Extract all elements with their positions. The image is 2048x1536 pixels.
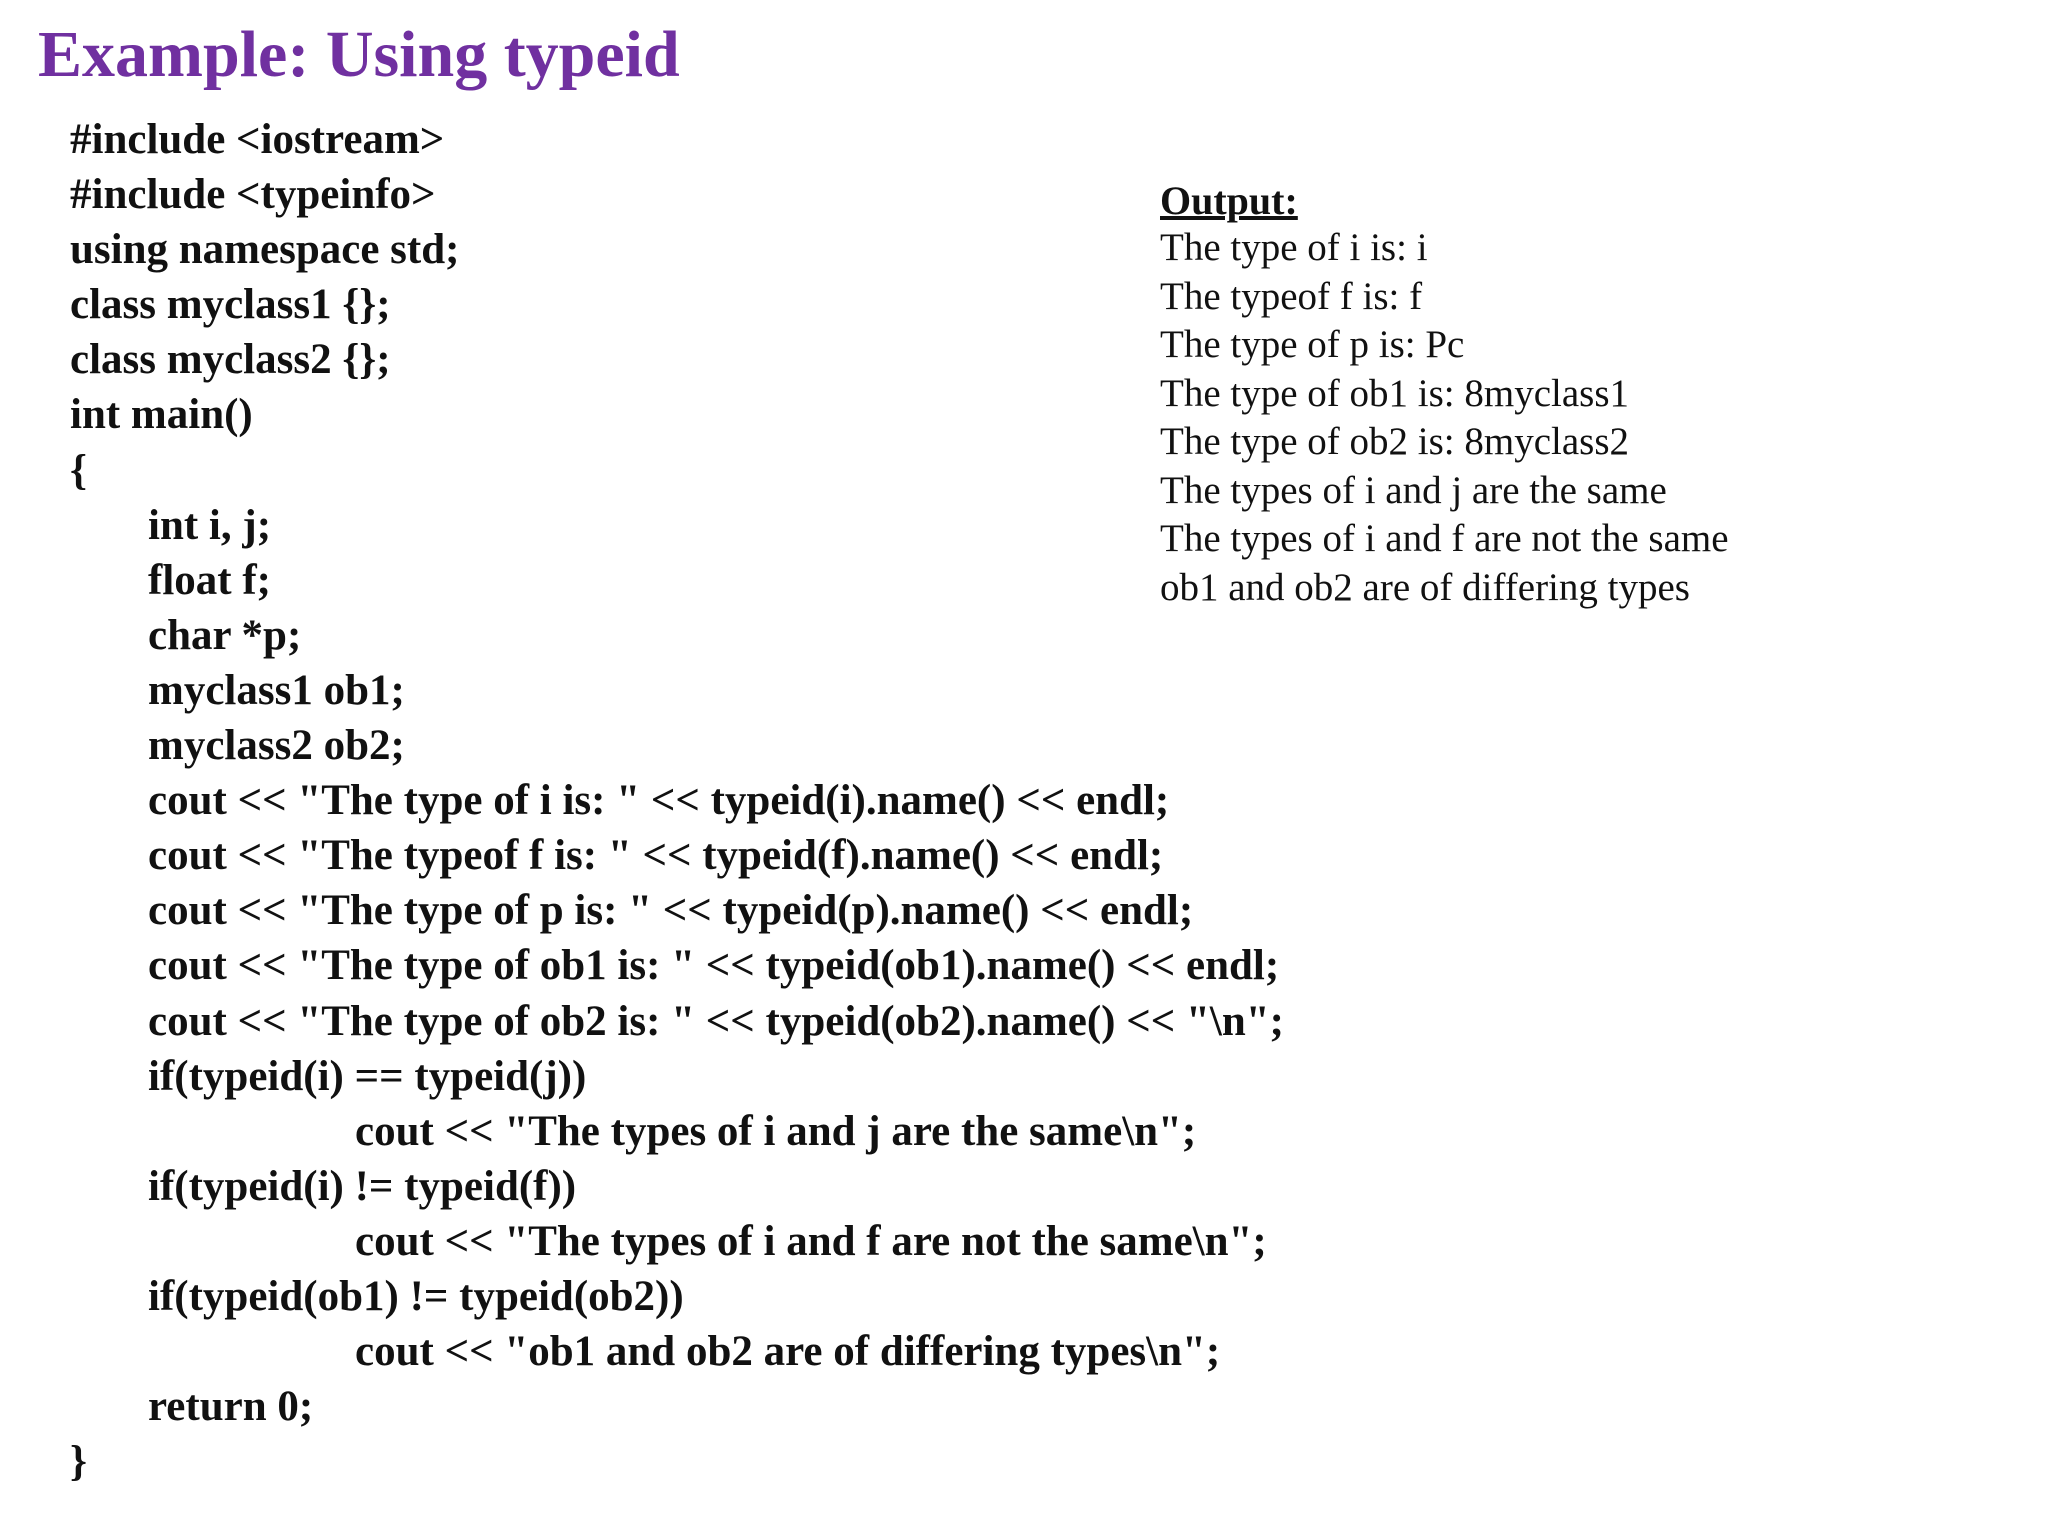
- code-line-class-myclass1: class myclass1 {};: [70, 281, 391, 329]
- output-line: The type of i is: i: [1160, 226, 1428, 269]
- code-line-declare-p: char *p;: [148, 611, 302, 659]
- output-line: The types of i and j are the same: [1160, 468, 1667, 512]
- code-line-using-namespace: using namespace std;: [70, 226, 460, 274]
- code-line-declare-ob1: myclass1 ob1;: [148, 666, 405, 714]
- code-line-return: return 0;: [148, 1383, 314, 1431]
- code-line-cout-not-same: cout << "The types of i and f are not the same\n";: [355, 1217, 1267, 1265]
- code-line-open-brace: {: [70, 446, 87, 494]
- code-line-class-myclass2: class myclass2 {};: [70, 336, 391, 384]
- code-line-if-i-not-f: if(typeid(i) != typeid(f)): [148, 1162, 577, 1210]
- code-line-cout-i: cout << "The type of i is: " << typeid(i).name() << endl;: [148, 777, 1170, 825]
- code-line-cout-ob1: cout << "The type of ob1 is: " << typeid(ob1).name() << endl;: [148, 942, 1280, 990]
- code-line-declare-ij: int i, j;: [148, 501, 272, 549]
- output-line: ob1 and ob2 are of differing types: [1160, 565, 1690, 609]
- code-line-declare-f: float f;: [148, 556, 271, 604]
- code-line-if-i-equals-j: if(typeid(i) == typeid(j)): [148, 1052, 587, 1100]
- code-line-cout-same: cout << "The types of i and j are the same\n";: [355, 1107, 1197, 1155]
- code-line-declare-ob2: myclass2 ob2;: [148, 722, 405, 770]
- output-line: The type of ob1 is: 8myclass1: [1160, 371, 1630, 415]
- slide-title: Example: Using typeid: [38, 18, 680, 91]
- code-line-cout-differing: cout << "ob1 and ob2 are of differing types\n";: [355, 1328, 1221, 1376]
- output-line: The typeof f is: f: [1160, 274, 1423, 318]
- code-line-close-brace: }: [70, 1438, 87, 1486]
- code-line-include-typeinfo: #include <typeinfo>: [70, 171, 436, 219]
- output-heading: Output:: [1160, 178, 1298, 223]
- code-line-cout-p: cout << "The type of p is: " << typeid(p).name() << endl;: [148, 887, 1194, 935]
- code-line-cout-ob2: cout << "The type of ob2 is: " << typeid(ob2).name() << "\n";: [148, 997, 1284, 1045]
- code-line-cout-f: cout << "The typeof f is: " << typeid(f).name() << endl;: [148, 832, 1164, 880]
- code-line-include-iostream: #include <iostream>: [70, 116, 445, 163]
- output-line: The types of i and f are not the same: [1160, 517, 1729, 560]
- output-line: The type of p is: Pc: [1160, 323, 1465, 366]
- output-line: The type of ob2 is: 8myclass2: [1160, 420, 1630, 463]
- program-output: [1160, 176, 2000, 612]
- code-line-if-ob1-not-ob2: if(typeid(ob1) != typeid(ob2)): [148, 1272, 684, 1320]
- code-line-main-signature: int main(): [70, 391, 253, 439]
